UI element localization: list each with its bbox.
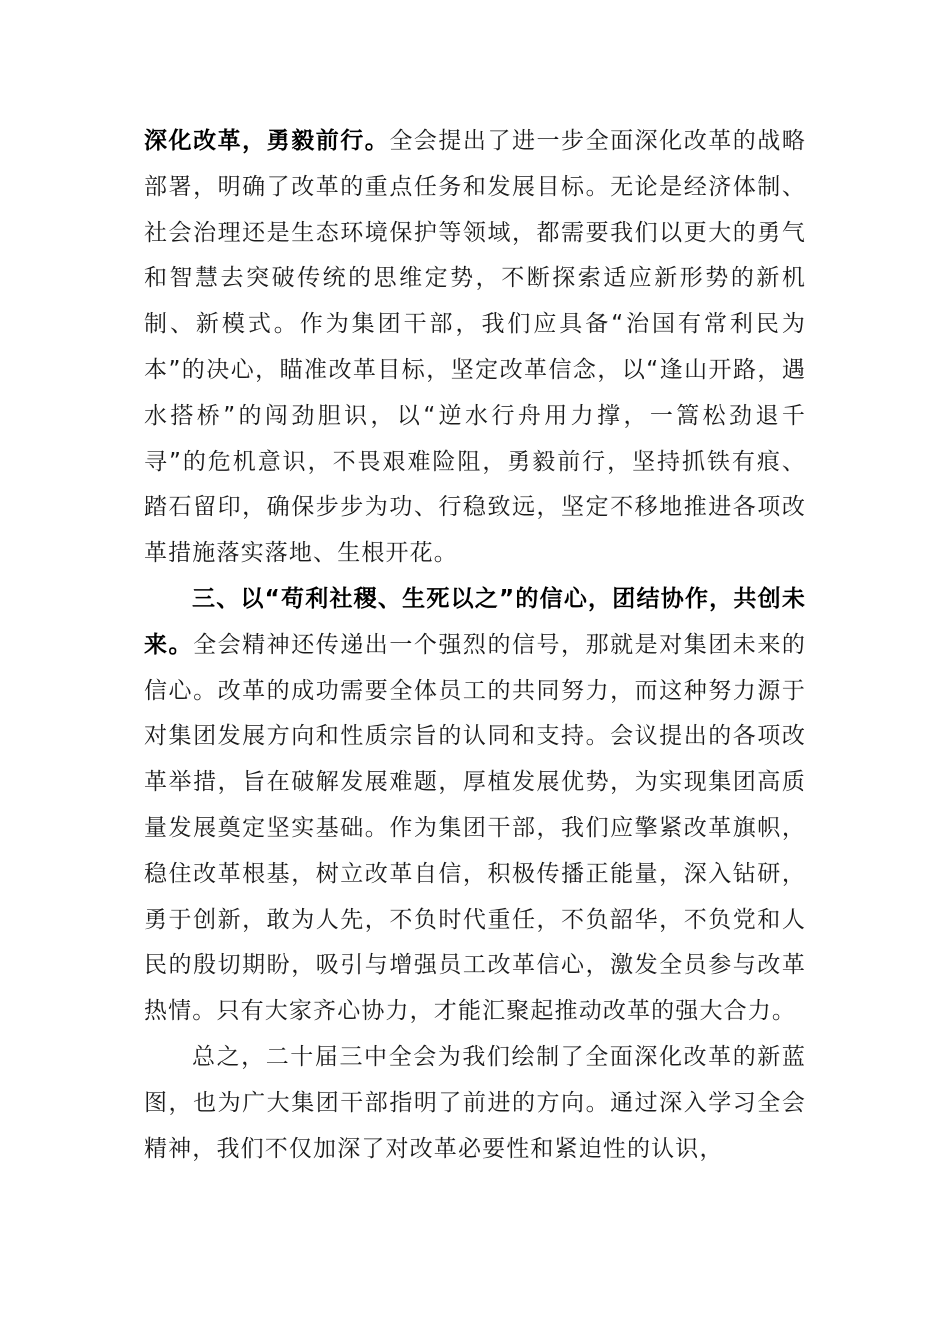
paragraph-heading: 深化改革，勇毅前行。: [144, 128, 390, 154]
document-body: [144, 119, 806, 1172]
paragraph-reform-forward: [144, 119, 806, 577]
paragraph-text: 总之，二十届三中全会为我们绘制了全面深化改革的新蓝图，也为广大集团干部指明了前进的方向。通过深入学习全会精神，我们不仅加深了对改革必要性和紧迫性的认识，: [144, 1043, 806, 1162]
paragraph-text: 全会提出了进一步全面深化改革的战略部署，明确了改革的重点任务和发展目标。无论是经济体制、社会治理还是生态环境保护等领域，都需要我们以更大的勇气和智慧去突破传统的思维定势，不断探索适应新形势的新机制、新模式。作为集团干部，我们应具备“治国有常利民为本”的决心，瞄准改革目标，坚定改革信念，以“逢山开路，遇水搭桥”的闯劲胆识，以“逆水行舟用力撑，一篙松劲退千寻”的危机意识，不畏艰难险阻，勇毅前行，坚持抓铁有痕、踏石留印，确保步步为功、行稳致远，坚定不移地推进各项改革措施落实落地、生根开花。: [144, 128, 806, 567]
paragraph-section-three: [144, 577, 806, 1035]
paragraph-conclusion: [144, 1035, 806, 1172]
section-heading: 三、以“苟利社稷、生死以之”的信心，团结协作，共创未来。: [144, 585, 806, 658]
paragraph-text: 全会精神还传递出一个强烈的信号，那就是对集团未来的信心。改革的成功需要全体员工的共同努力，而这种努力源于对集团发展方向和性质宗旨的认同和支持。会议提出的各项改革举措，旨在破解发展难题，厚植发展优势，为实现集团高质量发展奠定坚实基础。作为集团干部，我们应擎紧改革旗帜，稳住改革根基，树立改革自信，积极传播正能量，深入钻研，勇于创新，敢为人先，不负时代重任，不负韶华，不负党和人民的殷切期盼，吸引与增强员工改革信心，激发全员参与改革热情。只有大家齐心协力，才能汇聚起推动改革的强大合力。: [144, 631, 807, 1025]
